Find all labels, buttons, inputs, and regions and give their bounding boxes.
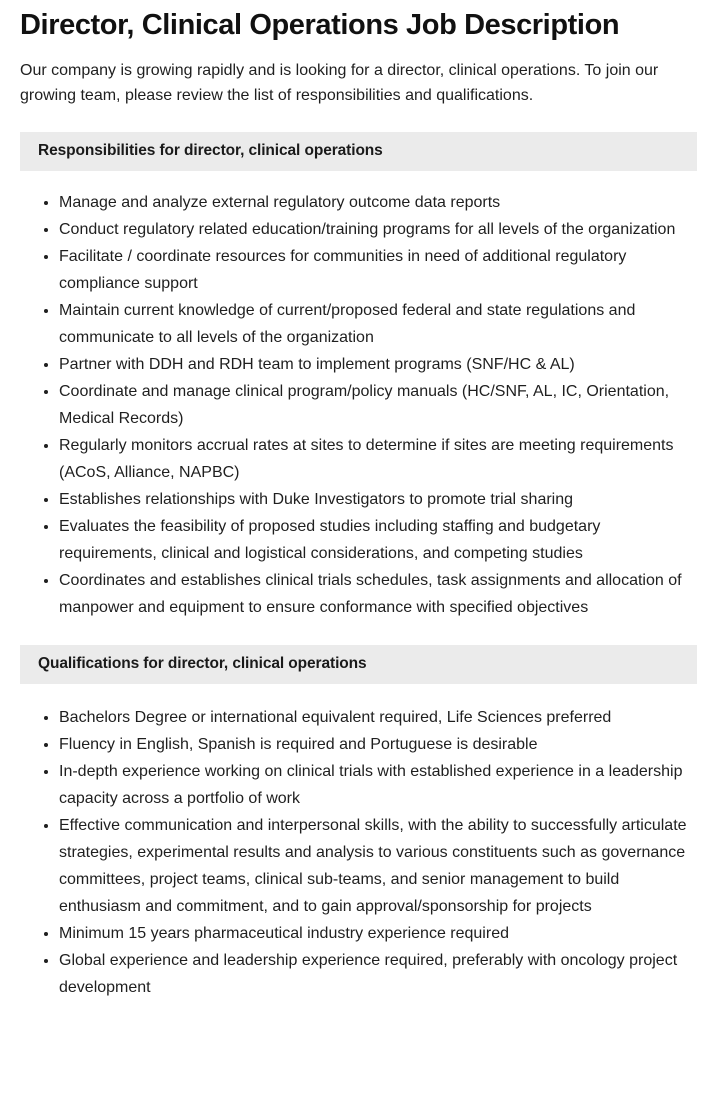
- section-qualifications: [0, 645, 720, 1001]
- list-item: Global experience and leadership experience required, preferably with oncology project development: [44, 947, 700, 1001]
- list-item: Establishes relationships with Duke Investigators to promote trial sharing: [44, 486, 700, 513]
- list-item: In-depth experience working on clinical trials with established experience in a leadership capacity across a portfolio of work: [44, 758, 700, 812]
- list-item: Regularly monitors accrual rates at sites to determine if sites are meeting requirements (ACoS, Alliance, NAPBC): [44, 432, 700, 486]
- list-item: Coordinates and establishes clinical trials schedules, task assignments and allocation of manpower and equipment to ensure conformance with specified objectives: [44, 567, 700, 621]
- list-item: Coordinate and manage clinical program/policy manuals (HC/SNF, AL, IC, Orientation, Medical Records): [44, 378, 700, 432]
- list-item: Maintain current knowledge of current/proposed federal and state regulations and communicate to all levels of the organization: [44, 297, 700, 351]
- list-item: Minimum 15 years pharmaceutical industry experience required: [44, 920, 700, 947]
- qualifications-list: [0, 684, 720, 1001]
- page-title: Director, Clinical Operations Job Description: [20, 9, 620, 41]
- list-item: Facilitate / coordinate resources for communities in need of additional regulatory compliance support: [44, 243, 700, 297]
- intro-paragraph: Our company is growing rapidly and is looking for a director, clinical operations. To join our growing team, please review the list of responsibilities and qualifications.: [20, 62, 659, 104]
- section-heading-responsibilities: Responsibilities for director, clinical operations: [20, 132, 697, 171]
- list-item: Fluency in English, Spanish is required and Portuguese is desirable: [44, 731, 700, 758]
- list-item: Evaluates the feasibility of proposed studies including staffing and budgetary requirements, clinical and logistical considerations, and competing studies: [44, 513, 700, 567]
- list-item: Bachelors Degree or international equivalent required, Life Sciences preferred: [44, 704, 700, 731]
- section-heading-qualifications: Qualifications for director, clinical operations: [20, 645, 697, 684]
- list-item: Conduct regulatory related education/training programs for all levels of the organization: [44, 216, 700, 243]
- list-item: Partner with DDH and RDH team to implement programs (SNF/HC & AL): [44, 351, 700, 378]
- responsibilities-list: [0, 171, 720, 621]
- section-responsibilities: [0, 132, 720, 621]
- list-item: Manage and analyze external regulatory outcome data reports: [44, 189, 700, 216]
- list-item: Effective communication and interpersonal skills, with the ability to successfully articulate strategies, experimental results and analysis to various constituents such as governance committees, project teams, clinical sub-teams, and senior management to build enthusiasm and commitment, and to gain approval/sponsorship for projects: [44, 812, 700, 920]
